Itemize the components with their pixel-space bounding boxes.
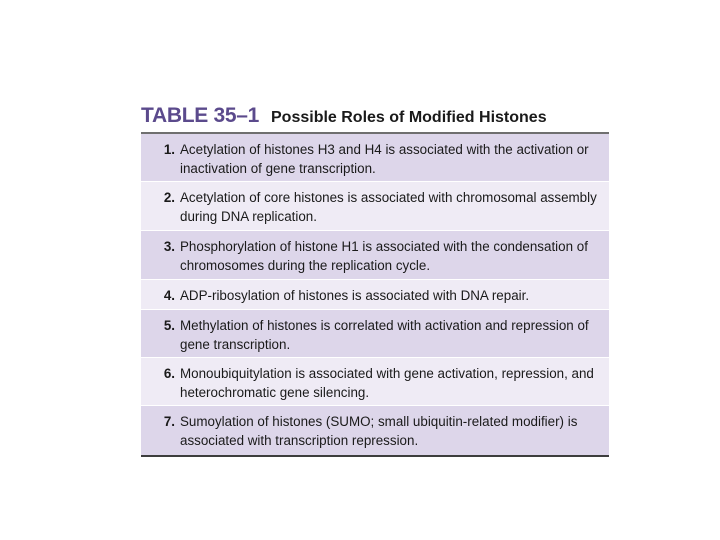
table-row xyxy=(141,134,609,182)
table-figure xyxy=(141,104,609,457)
row-text: Monoubiquitylation is associated with gene activation, repression, and heterochromatic gene silencing. xyxy=(180,366,594,400)
row-text: Methylation of histones is correlated with activation and repression of gene transcription. xyxy=(180,318,589,352)
row-number: 5. xyxy=(163,318,175,333)
table-row xyxy=(141,231,609,280)
row-text: ADP-ribosylation of histones is associated with DNA repair. xyxy=(180,288,530,303)
row-number: 2. xyxy=(163,190,175,205)
row-number: 3. xyxy=(163,239,175,254)
table-title: Possible Roles of Modified Histones xyxy=(271,109,547,126)
table-row xyxy=(141,182,609,231)
table-row xyxy=(141,406,609,455)
table-row xyxy=(141,310,609,358)
table-rows xyxy=(141,134,609,457)
row-number: 4. xyxy=(163,288,175,303)
row-number: 1. xyxy=(163,142,175,157)
row-text: Phosphorylation of histone H1 is associated with the condensation of chromosomes during the replication cycle. xyxy=(180,239,588,273)
table-row xyxy=(141,358,609,406)
row-text: Sumoylation of histones (SUMO; small ubiquitin-related modifier) is associated with transcription repression. xyxy=(180,414,578,448)
row-number: 7. xyxy=(163,414,175,429)
row-text: Acetylation of histones H3 and H4 is associated with the activation or inactivation of gene transcription. xyxy=(180,142,589,176)
table-row xyxy=(141,280,609,310)
table-label: TABLE 35–1 xyxy=(141,104,259,127)
row-number: 6. xyxy=(163,366,175,381)
row-text: Acetylation of core histones is associated with chromosomal assembly during DNA replication. xyxy=(180,190,597,224)
table-header xyxy=(141,104,609,134)
